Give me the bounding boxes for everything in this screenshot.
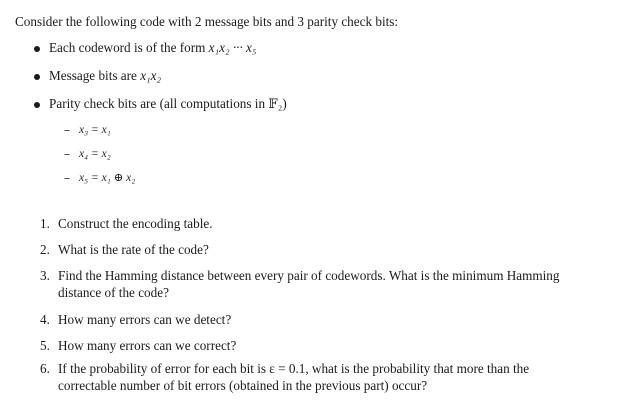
bullet-item bbox=[49, 96, 287, 112]
bullet-math: x₁x₂ ··· x₅ bbox=[208, 40, 257, 55]
parity-equation: x₃ = x₁ bbox=[79, 124, 111, 136]
bullet-text: Parity check bits are (all computations in bbox=[49, 96, 269, 111]
bullet-math: 𝔽₂ bbox=[268, 96, 283, 111]
intro-text: Consider the following code with 2 message bits and 3 parity check bits: bbox=[15, 14, 399, 29]
bullet-icon bbox=[34, 102, 40, 108]
question-text: How many errors can we correct? bbox=[58, 338, 237, 353]
question-number: 6. bbox=[40, 361, 50, 376]
dash-marker: – bbox=[64, 147, 70, 161]
bullet-text: Message bits are bbox=[49, 68, 141, 83]
question-text: Construct the encoding table. bbox=[58, 216, 213, 231]
bullet-icon bbox=[34, 74, 40, 80]
question-number: 1. bbox=[40, 216, 50, 231]
question-number: 2. bbox=[40, 242, 50, 257]
bullet-icon bbox=[34, 46, 40, 52]
bullet-text-after: ) bbox=[282, 96, 287, 111]
question-text: correctable number of bit errors (obtained in the previous part) occur? bbox=[58, 378, 428, 393]
bullet-item bbox=[49, 40, 256, 56]
question-text: If the probability of error for each bit is ε = 0.1, what is the probability that more than the bbox=[58, 361, 530, 376]
question-text: distance of the code? bbox=[58, 285, 169, 300]
parity-equation: x₄ = x₂ bbox=[79, 148, 111, 160]
question-number: 4. bbox=[40, 312, 50, 327]
question-number: 3. bbox=[40, 268, 50, 283]
parity-equation: x₅ = x₁ ⊕ x₂ bbox=[79, 172, 136, 184]
bullet-text: Each codeword is of the form bbox=[49, 40, 209, 55]
dash-marker: – bbox=[64, 123, 70, 137]
question-text: What is the rate of the code? bbox=[58, 242, 209, 257]
bullet-item bbox=[49, 68, 161, 84]
question-text: How many errors can we detect? bbox=[58, 312, 232, 327]
question-text: Find the Hamming distance between every pair of codewords. What is the minimum Hamming bbox=[58, 268, 560, 283]
bullet-math: x₁x₂ bbox=[140, 68, 162, 83]
question-number: 5. bbox=[40, 338, 50, 353]
dash-marker: – bbox=[64, 171, 70, 185]
